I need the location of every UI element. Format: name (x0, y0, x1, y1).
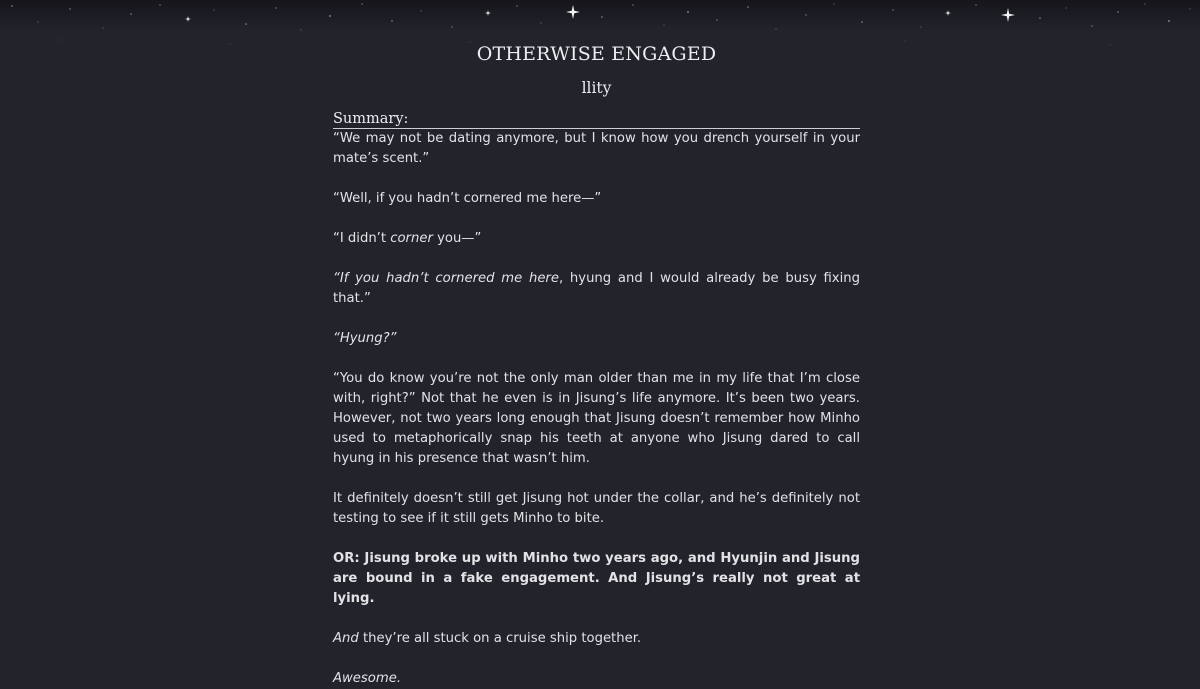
work-title: OTHERWISE ENGAGED (476, 43, 717, 65)
summary-body (333, 129, 860, 689)
summary-heading: Summary: (333, 110, 860, 129)
summary-emphasis: And (333, 631, 359, 646)
summary-paragraph-1: “We may not be dating anymore, but I know how you drench yourself in your mate’s scent.” (333, 131, 860, 166)
work-author: llity (581, 79, 612, 97)
summary-paragraph-7: It definitely doesn’t still get Jisung hot under the collar, and he’s definitely not testing to see if it still gets Minho to bite. (333, 491, 860, 526)
summary-paragraph-4 (333, 269, 860, 309)
summary-paragraph-3 (333, 229, 860, 249)
summary-paragraph-9 (333, 629, 860, 649)
summary-text: , hyung and I would already be busy fixing that.” (333, 271, 861, 306)
work-preview (333, 38, 860, 689)
summary-text: you—” (432, 231, 482, 246)
summary-emphasis: corner (390, 231, 433, 246)
summary-text: they’re all stuck on a cruise ship together. (358, 631, 642, 646)
header-shadow (0, 0, 1200, 30)
summary-paragraph-5: “Hyung?” (333, 331, 397, 346)
summary-paragraph-8: OR: Jisung broke up with Minho two years ago, and Hyunjin and Jisung are bound in a fake engagement. And Jisung’s really not great at lying. (333, 551, 860, 606)
summary-paragraph-6: “You do know you’re not the only man older than me in my life that I’m close with, right?” Not that he even is in Jisung’s life anymore. It’s been two years. However, not two years long enough that Jisung doesn’t remember how Minho used to metaphorically snap his teeth at anyone who Jisung dared to call hyung in his presence that wasn’t him. (333, 371, 860, 466)
summary-paragraph-2: “Well, if you hadn’t cornered me here—” (333, 191, 602, 206)
summary-text: “I didn’t (333, 231, 391, 246)
summary-emphasis: “If you hadn’t cornered me here (333, 271, 559, 286)
summary-paragraph-10: Awesome. (333, 671, 402, 686)
